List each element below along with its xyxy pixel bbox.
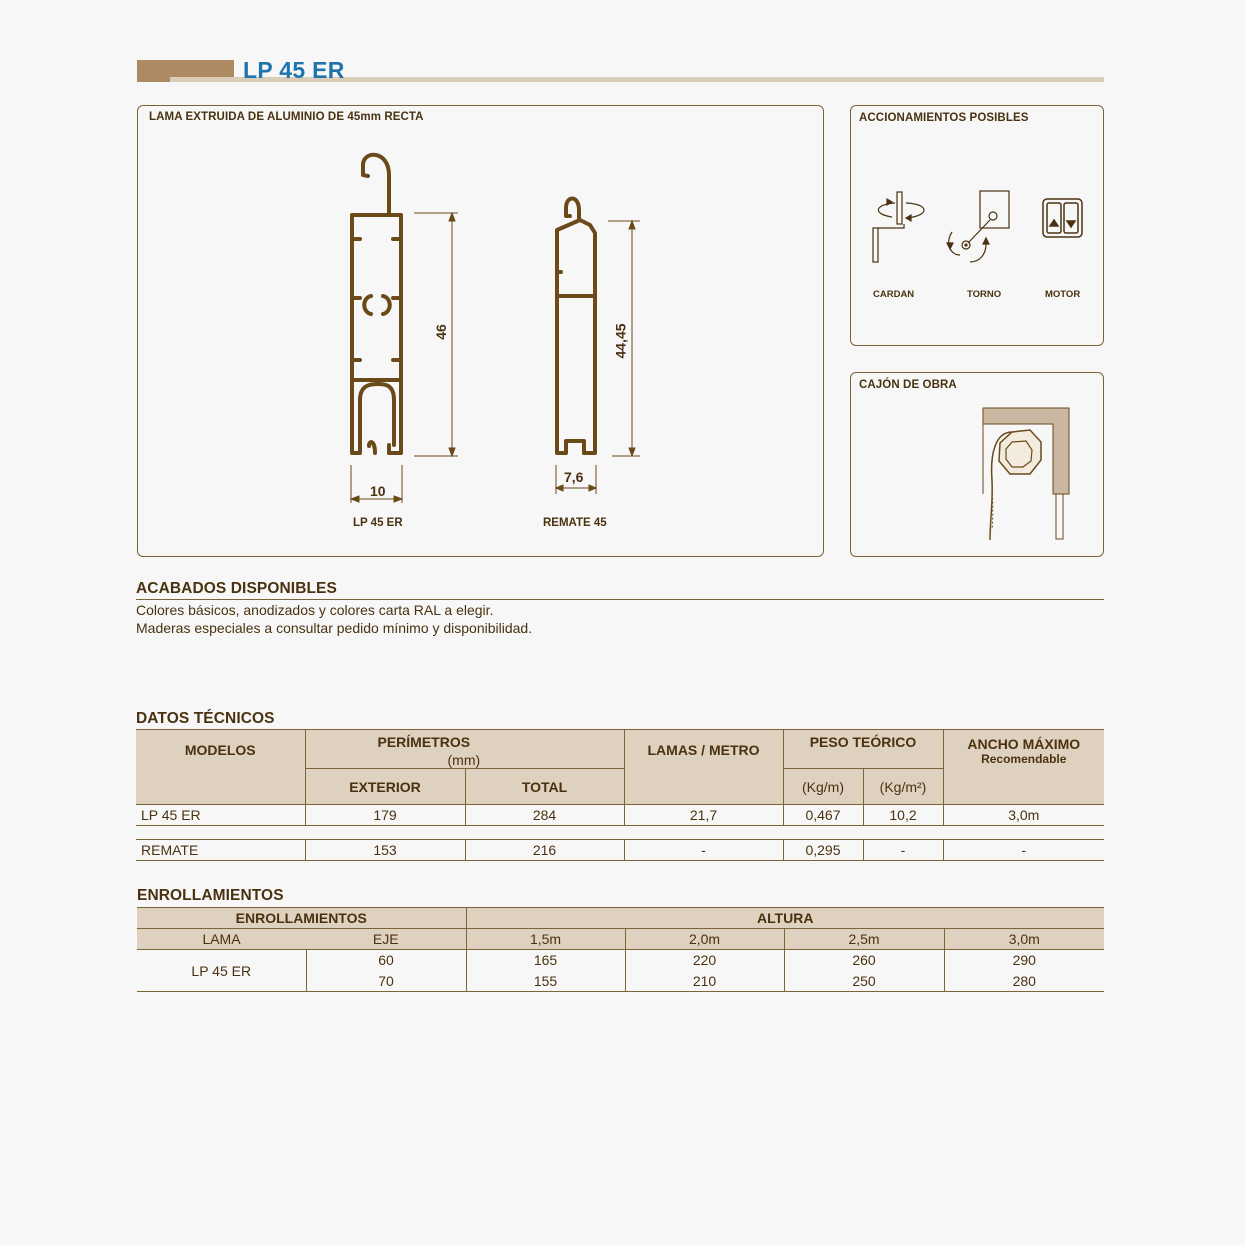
row-kg-m: 0,467 [783, 805, 863, 826]
col-perimetros-unit: (mm) [447, 752, 481, 768]
row-v3: 260 [784, 950, 944, 971]
rolling-heading: ENROLLAMIENTOS [137, 887, 284, 904]
box-panel [850, 372, 1104, 557]
finishes-heading: ACABADOS DISPONIBLES [136, 580, 337, 597]
col-h3: 2,5m [784, 929, 944, 950]
col-h2: 2,0m [625, 929, 784, 950]
row-model: REMATE [136, 840, 305, 861]
profile-panel [137, 105, 824, 557]
row-lama: LP 45 ER [137, 950, 306, 992]
row-total: 216 [465, 840, 624, 861]
row-lamas: 21,7 [624, 805, 783, 826]
finishes-rule [136, 599, 1104, 600]
col-perimetros-label: PERÍMETROS [377, 734, 471, 750]
row-v2: 220 [625, 950, 784, 971]
finishes-line-1: Colores básicos, anodizados y colores carta RAL a elegir. [136, 602, 494, 618]
lama-width-label: 10 [370, 483, 386, 499]
row-ancho: - [1021, 842, 1027, 858]
col-ancho [943, 730, 1104, 805]
row-eje: 70 [306, 971, 466, 992]
col-h4: 3,0m [944, 929, 1104, 950]
table-row [136, 805, 1104, 826]
remate-name-label: REMATE 45 [543, 517, 607, 529]
row-ancho: 3,0m [1008, 807, 1040, 823]
row-eje: 60 [306, 950, 466, 971]
row-kg-m2: - [863, 840, 943, 861]
remate-height-label: 44,45 [612, 323, 629, 359]
col-h1: 1,5m [466, 929, 625, 950]
col-kg-m: (Kg/m) [783, 769, 863, 805]
col-peso: PESO TEÓRICO [783, 730, 943, 769]
row-v4: 280 [1012, 972, 1036, 989]
page-title: LP 45 ER [243, 57, 345, 83]
profile-panel-title: LAMA EXTRUIDA DE ALUMINIO DE 45mm RECTA [149, 111, 424, 123]
remate-width-label: 7,6 [564, 469, 584, 485]
col-modelos: MODELOS [136, 730, 305, 805]
col-altura: ALTURA [466, 908, 1104, 929]
row-v4: 290 [1012, 952, 1036, 969]
tech-data-heading: DATOS TÉCNICOS [136, 710, 275, 727]
rolling-table [137, 907, 1104, 992]
row-kg-m2: 10,2 [863, 805, 943, 826]
torno-label: TORNO [967, 289, 1002, 300]
table-row [136, 840, 1104, 861]
actuation-panel [850, 105, 1104, 346]
row-kg-m: 0,295 [783, 840, 863, 861]
table-row [137, 950, 1104, 971]
col-enrollamientos: ENROLLAMIENTOS [137, 908, 466, 929]
col-lama: LAMA [137, 929, 306, 950]
box-panel-title: CAJÓN DE OBRA [859, 379, 957, 391]
row-total: 284 [465, 805, 624, 826]
row-v2: 210 [625, 971, 784, 992]
row-exterior: 153 [305, 840, 465, 861]
col-exterior: EXTERIOR [305, 769, 465, 805]
motor-label: MOTOR [1045, 289, 1081, 300]
col-eje: EJE [306, 929, 466, 950]
row-exterior: 179 [305, 805, 465, 826]
col-perimetros [305, 730, 624, 769]
row-v1: 155 [466, 971, 625, 992]
row-lamas: - [624, 840, 783, 861]
row-model: LP 45 ER [136, 805, 305, 826]
actuation-panel-title: ACCIONAMIENTOS POSIBLES [859, 112, 1029, 124]
lama-height-label: 46 [432, 324, 449, 340]
table-spacer [136, 826, 1104, 840]
col-total: TOTAL [465, 769, 624, 805]
cardan-label: CARDAN [873, 289, 915, 300]
finishes-line-2: Maderas especiales a consultar pedido mínimo y disponibilidad. [136, 620, 533, 636]
tech-data-table [136, 729, 1104, 861]
row-v1: 165 [466, 950, 625, 971]
row-v3: 250 [784, 971, 944, 992]
col-lamas-metro: LAMAS / METRO [624, 730, 783, 805]
col-kg-m2: (Kg/m²) [863, 769, 943, 805]
col-ancho-sub: Recomendable [981, 752, 1067, 766]
lama-name-label: LP 45 ER [353, 517, 403, 529]
col-ancho-label: ANCHO MÁXIMO [967, 736, 1081, 752]
